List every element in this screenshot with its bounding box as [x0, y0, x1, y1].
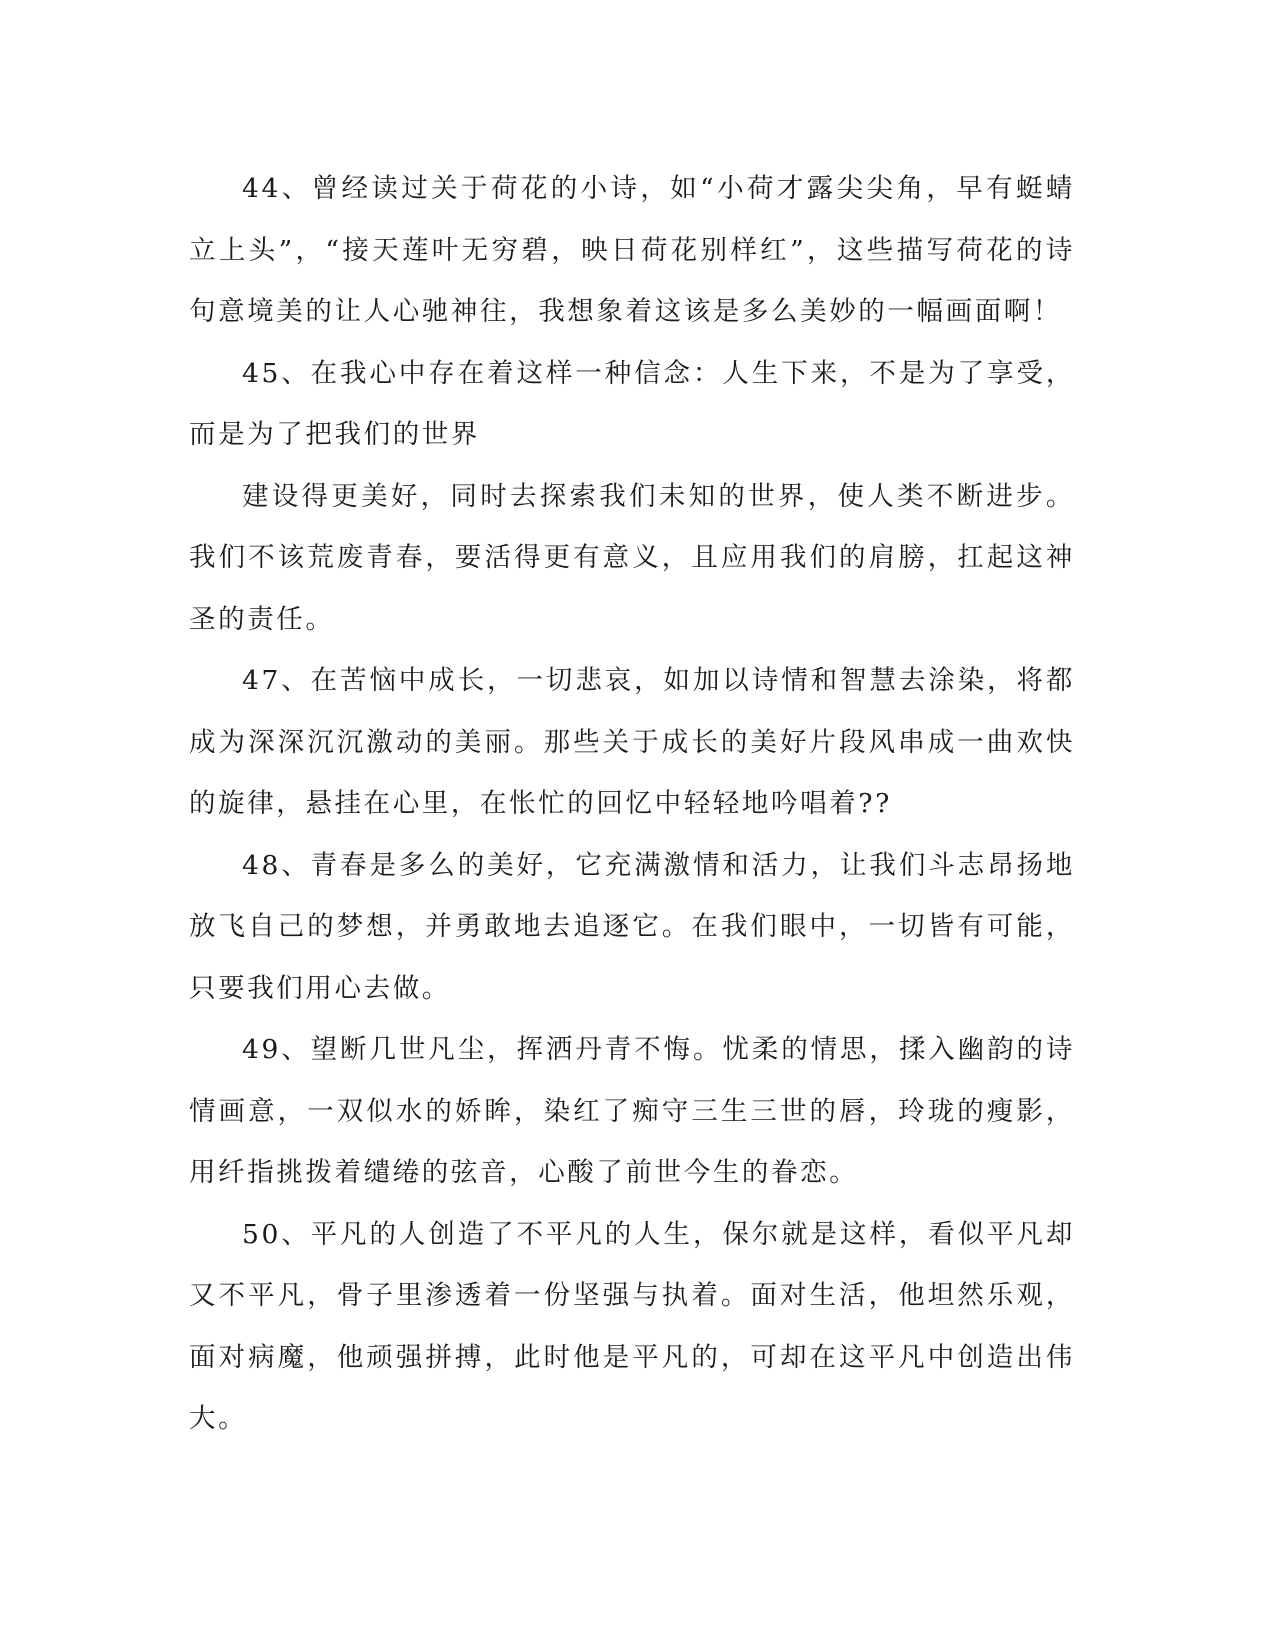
- paragraph-50: 50、平凡的人创造了不平凡的人生，保尔就是这样，看似平凡却又不平凡，骨子里渗透着一份坚强与执着。面对生活，他坦然乐观，面对病魔，他顽强拼搏，此时他是平凡的，可却在这平凡中创造出伟大。: [189, 1218, 1075, 1434]
- paragraph-49: 49、望断几世凡尘，挥洒丹青不悔。忧柔的情思，揉入幽韵的诗情画意，一双似水的娇眸，染红了痴守三生三世的唇，玲珑的瘦影，用纤指挑拨着缱绻的弦音，心酸了前世今生的眷恋。: [189, 1034, 1075, 1188]
- paragraph-45-continued: 建设得更美好，同时去探索我们未知的世界，使人类不断进步。我们不该荒废青春，要活得更有意义，且应用我们的肩膀，扛起这神圣的责任。: [189, 480, 1075, 635]
- paragraph-47: 47、在苦恼中成长，一切悲哀，如加以诗情和智慧去涂染，将都成为深深沉沉激动的美丽。那些关于成长的美好片段风串成一曲欢快的旋律，悬挂在心里，在怅忙的回忆中轻轻地吟唱着??: [189, 665, 1075, 819]
- paragraph-48: 48、青春是多么的美好，它充满激情和活力，让我们斗志昂扬地放飞自己的梦想，并勇敢地去追逐它。在我们眼中，一切皆有可能，只要我们用心去做。: [189, 849, 1075, 1004]
- paragraph-44: 44、曾经读过关于荷花的小诗，如“小荷才露尖尖角，早有蜓蜻立上头”，“接天莲叶无穷碧，映日荷花别样红”，这些描写荷花的诗句意境美的让人心驰神往，我想象着这该是多么美妙的一幅画面啊！: [189, 173, 1075, 327]
- paragraph-45: 45、在我心中存在着这样一种信念：人生下来，不是为了享受，而是为了把我们的世界: [189, 357, 1075, 450]
- document-body: [189, 158, 1075, 1450]
